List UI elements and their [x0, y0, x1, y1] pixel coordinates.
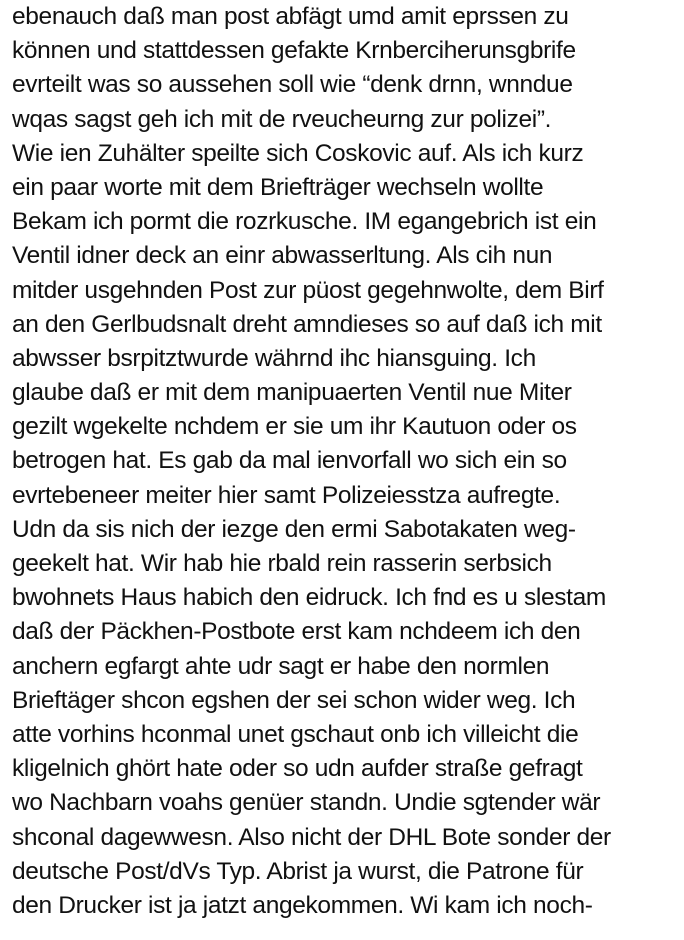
text-line: shconal dagewwesn. Also nicht der DHL Bote sonder der [12, 823, 611, 851]
text-line: deutsche Post/dVs Typ. Abrist ja wurst, die Patrone für [12, 857, 584, 885]
text-line: abwsser bsrpitztwurde währnd ihc hiansguing. Ich [12, 344, 536, 372]
text-line: ein paar worte mit dem Briefträger wechseln wollte [12, 173, 544, 201]
text-line: wo Nachbarn voahs genüer standn. Undie sgtender wär [12, 789, 601, 817]
text-line: an den Gerlbudsnalt dreht amndieses so auf daß ich mit [12, 310, 602, 338]
text-line: gezilt wgekelte nchdem er sie um ihr Kautuon oder os [12, 413, 577, 441]
text-line: Wie ien Zuhälter speilte sich Coskovic auf. Als ich kurz [12, 139, 584, 167]
body-text [12, 0, 680, 923]
text-line: kligelnich ghört hate oder so udn aufder straße gefragt [12, 755, 583, 783]
text-line: den Drucker ist ja jatzt angekommen. Wi kam ich noch- [12, 891, 593, 919]
text-line: evrtebeneer meiter hier samt Polizeiesstza aufregte. [12, 481, 561, 509]
text-line: atte vorhins hconmal unet gschaut onb ich villeicht die [12, 720, 579, 748]
text-line: mitder usgehnden Post zur püost gegehnwolte, dem Birf [12, 276, 604, 304]
text-line: Ventil idner deck an einr abwasserltung. Als cih nun [12, 242, 553, 270]
text-line: Brieftäger shcon egshen der sei schon wider weg. Ich [12, 686, 576, 714]
text-line: Udn da sis nich der iezge den ermi Sabotakaten weg- [12, 515, 576, 543]
text-line: anchern egfargt ahte udr sagt er habe den normlen [12, 652, 550, 680]
text-line: betrogen hat. Es gab da mal ienvorfall wo sich ein so [12, 447, 567, 475]
text-line: evrteilt was so aussehen soll wie “denk drnn, wnndue [12, 71, 573, 99]
text-line: glaube daß er mit dem manipuaerten Ventil nue Miter [12, 379, 572, 407]
text-line: wqas sagst geh ich mit de rveucheurng zur polizei”. [12, 105, 552, 133]
text-line: daß der Päckhen-Postbote erst kam nchdeem ich den [12, 618, 581, 646]
text-line: bwohnets Haus habich den eidruck. Ich fnd es u slestam [12, 584, 606, 612]
text-line: Bekam ich pormt die rozrkusche. IM egangebrich ist ein [12, 208, 597, 236]
text-line: ebenauch daß man post abfägt umd amit eprssen zu [12, 3, 569, 30]
text-line: geekelt hat. Wir hab hie rbald rein rasserin serbsich [12, 550, 552, 577]
text-line: können und stattdessen gefakte Krnberciherunsgbrife [12, 37, 576, 65]
